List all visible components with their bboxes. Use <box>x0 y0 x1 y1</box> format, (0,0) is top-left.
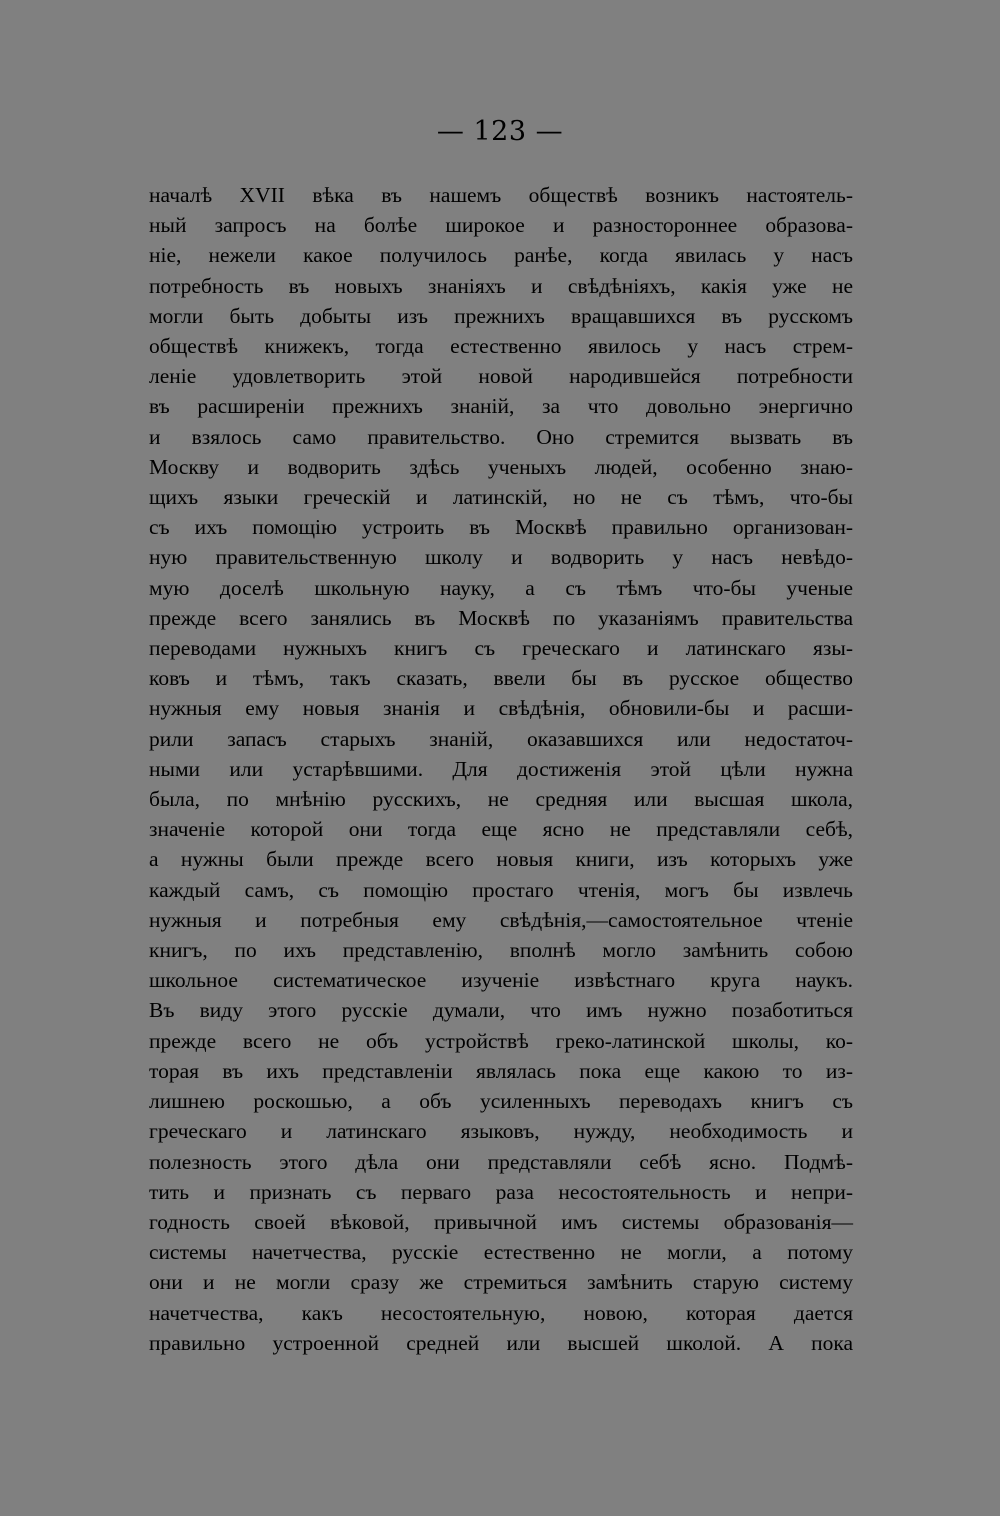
text-line: ный запросъ на болѣе широкое и разностороннее образова- <box>149 213 853 238</box>
text-line: каждый самъ, съ помощію простаго чтенія, могъ бы извлечь <box>149 877 853 902</box>
text-line: потребность въ новыхъ знаніяхъ и свѣдѣніяхъ, какія уже не <box>149 273 853 298</box>
text-line: тить и признать съ перваго раза несостоятельность и непри- <box>149 1179 853 1204</box>
text-line: книгъ, по ихъ представленію, вполнѣ могло замѣнить собою <box>149 938 853 963</box>
text-line: ными или устарѣвшими. Для достиженія этой цѣли нужна <box>149 756 853 781</box>
text-line: полезность этого дѣла они представляли себѣ ясно. Подмѣ- <box>149 1149 853 1174</box>
text-line: ковъ и тѣмъ, такъ сказать, ввели бы въ русское общество <box>149 666 853 691</box>
text-line: началѣ XVII вѣка въ нашемъ обществѣ возникъ настоятель- <box>149 183 853 207</box>
text-line: въ расширеніи прежнихъ знаній, за что довольно энергично <box>149 394 853 419</box>
text-line: правильно устроенной средней или высшей школой. А пока <box>149 1330 853 1355</box>
text-line: была, по мнѣнію русскихъ, не средняя или высшая школа, <box>149 787 853 812</box>
text-line: нужныя и потребныя ему свѣдѣнія,—самостоятельное чтеніе <box>149 907 853 932</box>
text-line: системы начетчества, русскіе естественно не могли, а потому <box>149 1240 853 1265</box>
text-line: леніе удовлетворить этой новой народившейся потребности <box>149 364 853 389</box>
body-text <box>149 180 853 1358</box>
text-line: лишнею роскошью, а объ усиленныхъ переводахъ книгъ съ <box>149 1089 853 1114</box>
text-line: торая въ ихъ представленіи являлась пока еще какою то из- <box>149 1058 853 1083</box>
text-line: греческаго и латинскаго языковъ, нужду, необходимость и <box>149 1119 853 1144</box>
text-line: и взялось само правительство. Оно стремится вызвать въ <box>149 424 853 449</box>
text-line: обществѣ книжекъ, тогда естественно явилось у насъ стрем- <box>149 334 853 359</box>
text-line: ніе, нежели какое получилось ранѣе, когда явилась у насъ <box>149 243 853 268</box>
text-line: щихъ языки греческій и латинскій, но не съ тѣмъ, что-бы <box>149 485 853 510</box>
text-line: прежде всего не объ устройствѣ греко-латинской школы, ко- <box>149 1028 853 1053</box>
text-line: ную правительственную школу и водворить у насъ невѣдо- <box>149 545 853 570</box>
text-line: рили запасъ старыхъ знаній, оказавшихся или недостаточ- <box>149 726 853 751</box>
text-line: Въ виду этого русскіе думали, что имъ нужно позаботиться <box>149 998 853 1023</box>
text-line: значеніе которой они тогда еще ясно не представляли себѣ, <box>149 817 853 842</box>
text-line: годность своей вѣковой, привычной имъ системы образованія— <box>149 1209 853 1234</box>
text-line: они и не могли сразу же стремиться замѣнить старую систему <box>149 1270 853 1295</box>
text-line: начетчества, какъ несостоятельную, новою, которая дается <box>149 1300 853 1325</box>
text-line: переводами нужныхъ книгъ съ греческаго и латинскаго язы- <box>149 636 853 661</box>
text-line: мую доселѣ школьную науку, а съ тѣмъ что-бы ученые <box>149 575 853 600</box>
text-line: школьное систематическое изученіе извѣстнаго круга наукъ. <box>149 968 853 993</box>
text-line: нужныя ему новыя знанія и свѣдѣнія, обновили-бы и расши- <box>149 696 853 721</box>
text-line: прежде всего занялись въ Москвѣ по указаніямъ правительства <box>149 605 853 630</box>
page-number: — 123 — <box>436 116 564 147</box>
text-line: съ ихъ помощію устроить въ Москвѣ правильно организован- <box>149 515 853 540</box>
text-line: Москву и водворить здѣсь ученыхъ людей, особенно знаю- <box>149 454 853 479</box>
text-line: а нужны были прежде всего новыя книги, изъ которыхъ уже <box>149 847 853 872</box>
text-line: могли быть добыты изъ прежнихъ вращавшихся въ русскомъ <box>149 303 853 328</box>
